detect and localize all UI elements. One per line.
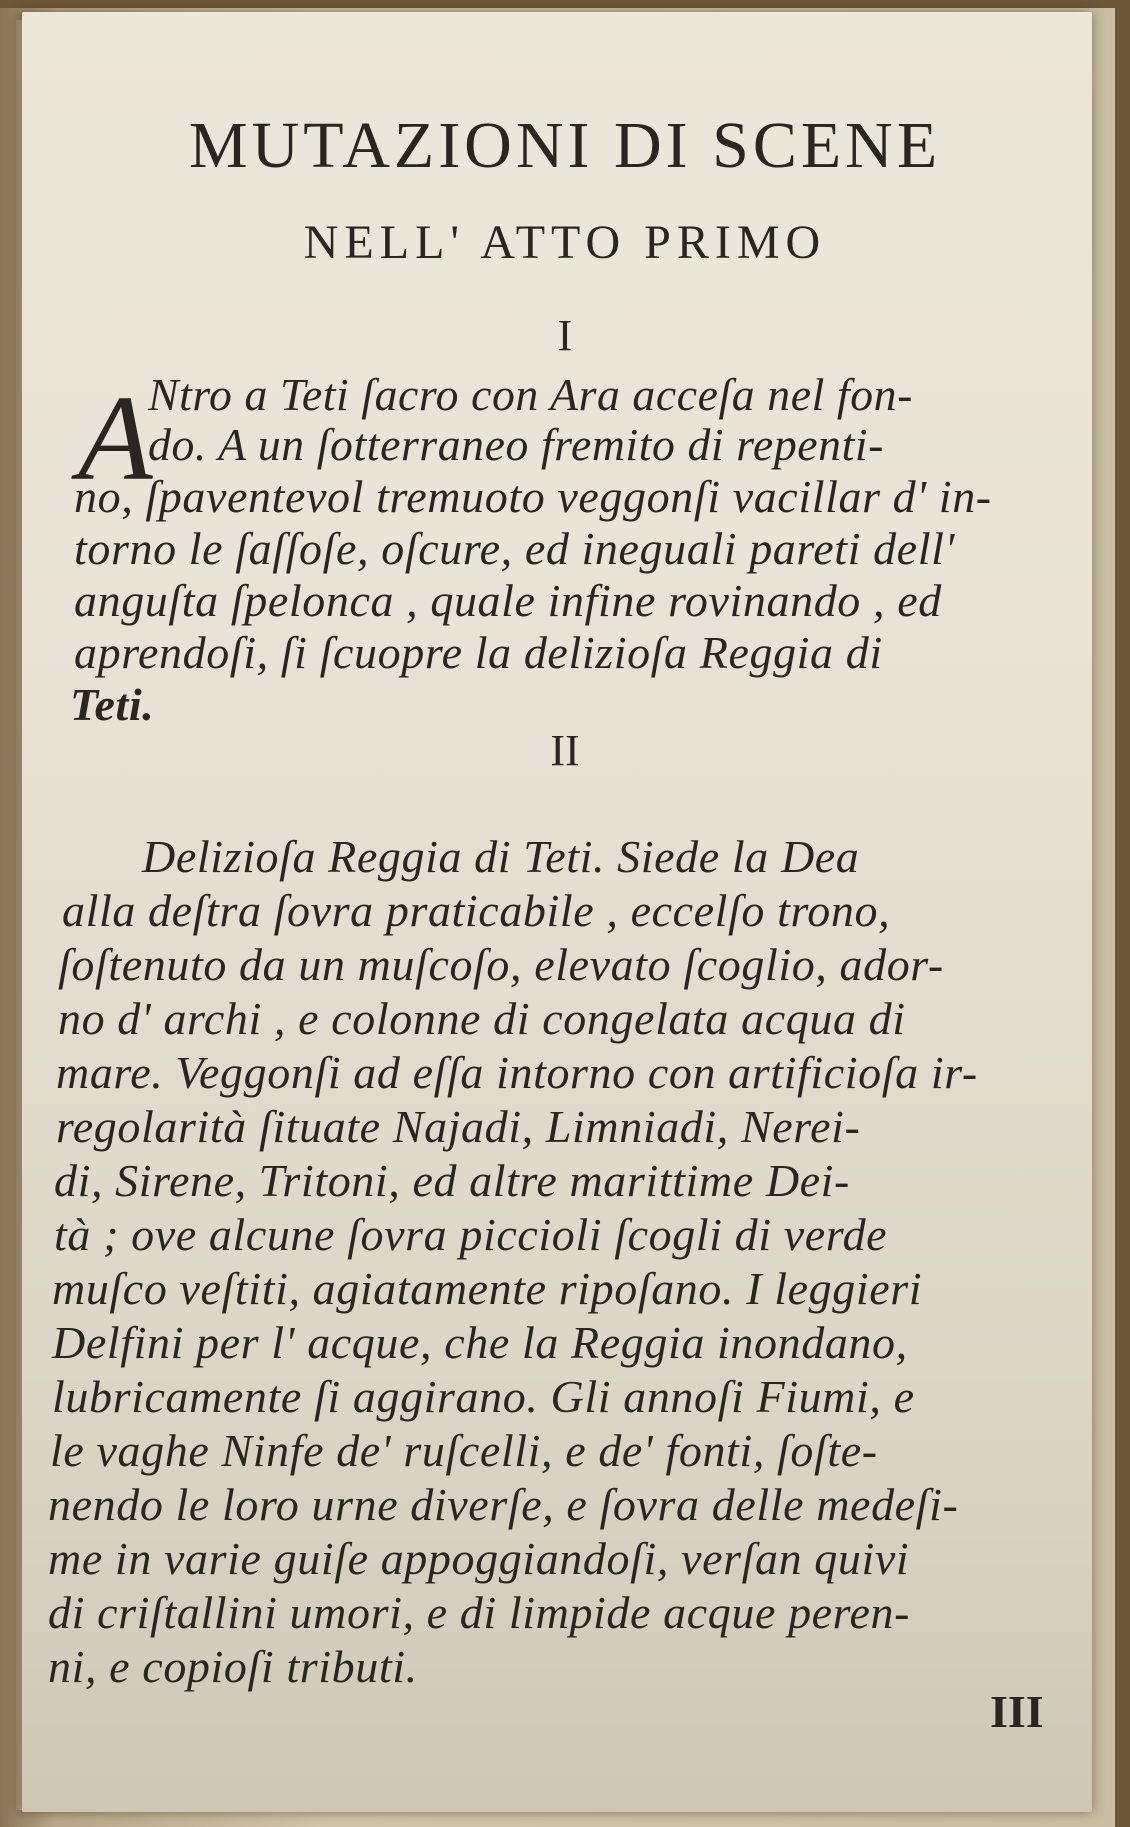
text-line: Teti.	[70, 679, 155, 730]
text-line: anguſta ſpelonca , quale infine rovinando , ed	[74, 575, 942, 626]
text-line: di criſtallini umori, e di limpide acque peren-	[48, 1587, 911, 1638]
text-line: tà ; ove alcune ſovra piccioli ſcogli di verde	[54, 1209, 888, 1260]
text-line: aprendoſi, ſi ſcuopre la delizioſa Reggia di	[74, 627, 883, 678]
drop-cap: A	[78, 371, 153, 506]
text-line: nendo le loro urne diverſe, e ſovra delle medeſi-	[48, 1479, 959, 1530]
section-numeral-2: II	[550, 726, 580, 775]
text-line: Delfini per l' acque, che la Reggia inondano,	[52, 1317, 908, 1368]
text-line: Delizioſa Reggia di Teti. Siede la Dea	[142, 831, 860, 882]
text-line: no, ſpaventevol tremuoto veggonſi vacillar d' in-	[74, 471, 992, 522]
text-line: torno le ſaſſoſe, oſcure, ed ineguali pareti dell'	[74, 523, 955, 574]
text-line: no d' archi , e colonne di congelata acqua di	[58, 993, 906, 1044]
text-line: ſoſtenuto da un muſcoſo, elevato ſcoglio, ador-	[58, 939, 944, 990]
section-numeral-1: I	[557, 311, 573, 360]
catchword: III	[990, 1686, 1044, 1737]
text-line: muſco veſtiti, agiatamente ripoſano. I leggieri	[52, 1263, 923, 1314]
text-line: mare. Veggonſi ad eſſa intorno con artificioſa ir-	[56, 1047, 978, 1098]
page-subtitle: NELL' ATTO PRIMO	[303, 216, 827, 269]
text-line: me in varie guiſe appoggiandoſi, verſan quivi	[48, 1533, 910, 1584]
text-line: do. A un ſotterraneo fremito di repenti-	[148, 419, 885, 470]
text-line: lubricamente ſi aggirano. Gli annoſi Fiumi, e	[52, 1371, 915, 1422]
text-line: Ntro a Teti ſacro con Ara acceſa nel fon-	[148, 369, 913, 420]
text-line: le vaghe Ninfe de' ruſcelli, e de' fonti, ſoſte-	[50, 1425, 878, 1476]
text-line: alla deſtra ſovra praticabile , eccelſo trono,	[62, 885, 891, 936]
text-line: ni, e copioſi tributi.	[48, 1641, 418, 1692]
text-line: di, Sirene, Tritoni, ed altre marittime Dei-	[54, 1155, 850, 1206]
page-title: MUTAZIONI DI SCENE	[188, 109, 942, 182]
text-line: regolarità ſituate Najadi, Limniadi, Nerei-	[56, 1101, 861, 1152]
